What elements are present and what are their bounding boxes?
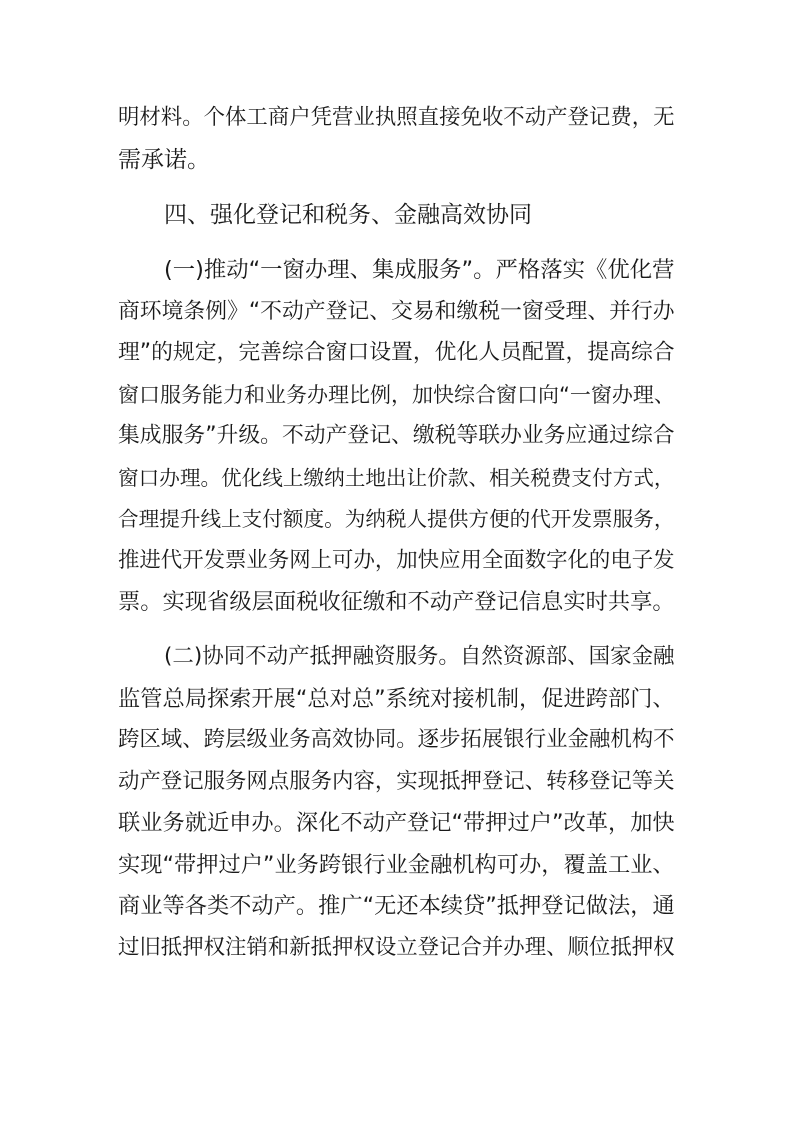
text-line: 窗口办理。优化线上缴纳土地出让价款、相关税费支付方式， xyxy=(118,466,675,490)
text-line: 商环境条例》“不动产登记、交易和缴税一窗受理、并行办 xyxy=(118,299,675,324)
paragraph-start: (一)推动“一窗办理、集成服务”。严格落实《优化营 xyxy=(164,257,675,283)
paragraph-start: (二)协同不动产抵押融资服务。自然资源部、国家金融 xyxy=(164,644,675,669)
text-line: 动产登记服务网点服务内容，实现抵押登记、转移登记等关 xyxy=(118,769,675,794)
text-line: 合理提升线上支付额度。为纳税人提供方便的代开发票服务， xyxy=(118,507,675,531)
text-line: 推进代开发票业务网上可办，加快应用全面数字化的电子发 xyxy=(118,548,675,573)
text-line: 窗口服务能力和业务办理比例，加快综合窗口向“一窗办理、 xyxy=(118,383,675,407)
text-line: 明材料。个体工商户凭营业执照直接免收不动产登记费，无 xyxy=(118,105,675,130)
text-line: 理”的规定，完善综合窗口设置，优化人员配置，提高综合 xyxy=(118,340,675,365)
text-line: 票。实现省级层面税收征缴和不动产登记信息实时共享。 xyxy=(118,589,675,615)
text-line: 需承诺。 xyxy=(118,147,210,173)
text-line: 商业等各类不动产。推广“无还本续贷”抵押登记做法，通 xyxy=(118,893,675,919)
section-heading: 四、强化登记和税务、金融高效协同 xyxy=(164,202,532,228)
text-line: 联业务就近申办。深化不动产登记“带押过户”改革，加快 xyxy=(118,810,675,836)
text-line: 集成服务”升级。不动产登记、缴税等联办业务应通过综合 xyxy=(118,423,675,448)
text-line: 监管总局探索开展“总对总”系统对接机制，促进跨部门、 xyxy=(118,686,675,712)
text-line: 过旧抵押权注销和新抵押权设立登记合并办理、顺位抵押权 xyxy=(118,935,675,960)
text-line: 跨区域、跨层级业务高效协同。逐步拓展银行业金融机构不 xyxy=(118,727,675,752)
text-line: 实现“带押过户”业务跨银行业金融机构可办，覆盖工业、 xyxy=(118,852,675,878)
